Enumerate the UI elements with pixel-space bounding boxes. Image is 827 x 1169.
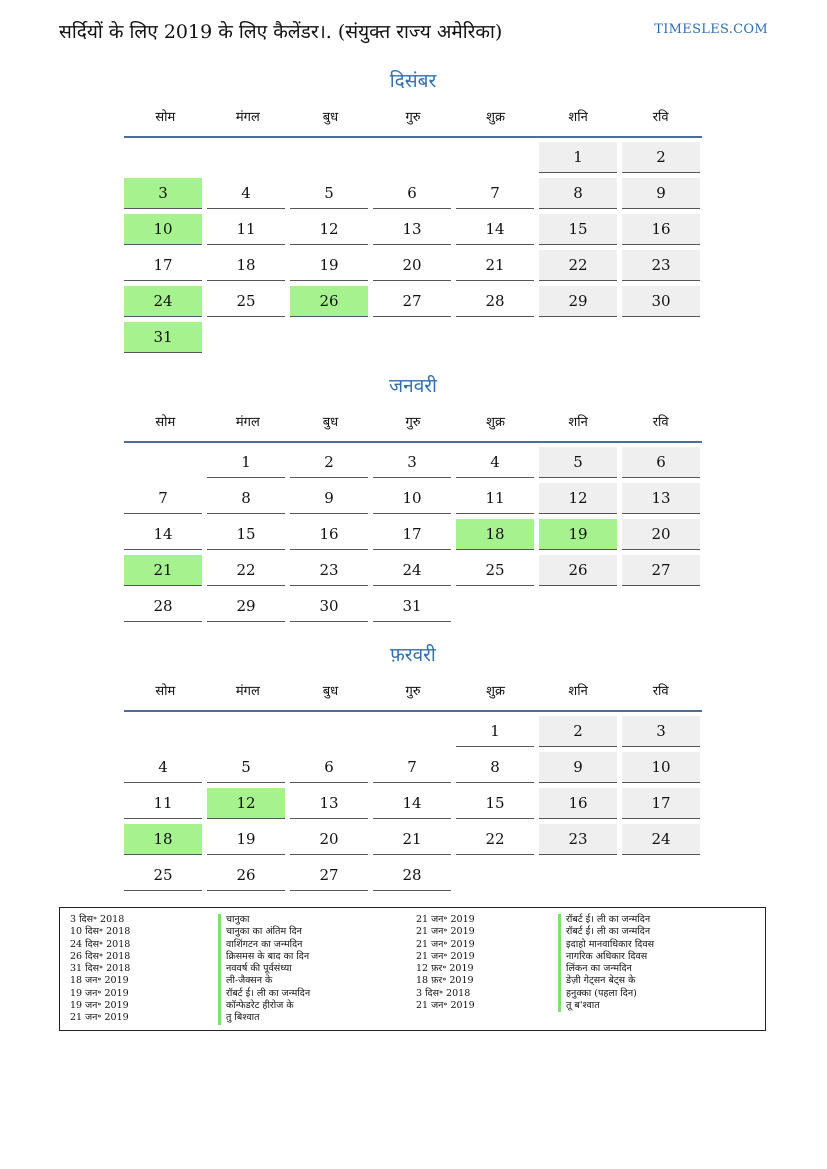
legend-holiday-name: रॉबर्ट ई। ली का जन्मदिन (218, 988, 310, 1000)
weekday-label: शनि (568, 415, 588, 430)
weekday-label: गुरु (405, 415, 421, 430)
weekday-header (124, 108, 702, 128)
day-cell: 11 (456, 483, 534, 514)
month-january (124, 373, 702, 622)
day-cell: 21 (373, 824, 451, 855)
day-cell: 17 (622, 788, 700, 819)
legend-holiday-name: रॉबर्ट ई। ली का जन्मदिन (558, 926, 654, 938)
legend-holiday-name: लिंकन का जन्मदिन (558, 963, 654, 975)
day-cell: 20 (622, 519, 700, 550)
empty-cell (124, 447, 202, 477)
day-cell: 27 (290, 860, 368, 891)
day-cell: 5 (207, 752, 285, 783)
day-cell: 7 (456, 178, 534, 209)
legend-date: 21 जन॰ 2019 (416, 926, 475, 938)
day-cell: 5 (539, 447, 617, 478)
month-name: दिसंबर (389, 70, 437, 92)
day-cell: 6 (622, 447, 700, 478)
legend-holiday-name: वाशिंगटन का जन्मदिन (218, 939, 310, 951)
day-cell: 24 (373, 555, 451, 586)
legend-names-right (558, 914, 654, 1012)
day-cell: 2 (622, 142, 700, 173)
month-name: जनवरी (389, 375, 437, 397)
legend-holiday-name: हनुक्का (पहला दिन) (558, 988, 654, 1000)
day-cell: 17 (373, 519, 451, 550)
day-cell: 31 (124, 322, 202, 353)
day-cell: 12 (539, 483, 617, 514)
day-cell: 23 (622, 250, 700, 281)
day-cell: 9 (290, 483, 368, 514)
legend-date: 10 दिस॰ 2018 (70, 926, 131, 938)
legend-holiday-name: कॉन्फेडरेट हीरोज के (218, 1000, 310, 1012)
day-cell: 20 (373, 250, 451, 281)
legend-date: 19 जन॰ 2019 (70, 987, 129, 999)
day-cell: 26 (207, 860, 285, 891)
day-cell: 2 (539, 716, 617, 747)
empty-cell (124, 716, 202, 746)
weekday-label: मंगल (235, 684, 260, 699)
day-cell: 25 (124, 860, 202, 891)
day-cell: 13 (373, 214, 451, 245)
empty-cell (290, 142, 368, 172)
day-cell: 9 (622, 178, 700, 209)
day-cell: 15 (456, 788, 534, 819)
day-cell: 30 (290, 591, 368, 622)
legend-holiday-name: नववर्ष की पूर्वसंध्या (218, 963, 310, 975)
day-cell: 29 (207, 591, 285, 622)
legend-holiday-name: रॉबर्ट ई। ली का जन्मदिन (558, 914, 654, 926)
day-cell: 3 (124, 178, 202, 209)
legend-date: 21 जन॰ 2019 (416, 1000, 475, 1012)
empty-cell (207, 142, 285, 172)
day-cell: 7 (124, 483, 202, 514)
day-cell: 1 (207, 447, 285, 478)
day-cell: 12 (290, 214, 368, 245)
legend-dates-left (70, 914, 130, 1025)
day-cell: 4 (207, 178, 285, 209)
legend-date: 24 दिस॰ 2018 (70, 938, 131, 950)
day-cell: 19 (539, 519, 617, 550)
day-cell: 10 (124, 214, 202, 245)
day-cell: 8 (456, 752, 534, 783)
legend-holiday-name: क्रिसमस के बाद का दिन (218, 951, 310, 963)
day-cell: 2 (290, 447, 368, 478)
weekday-label: बुध (322, 415, 339, 430)
legend-dates-right (416, 914, 475, 1012)
day-cell: 6 (290, 752, 368, 783)
weekday-label: सोम (155, 110, 176, 125)
weekday-label: बुध (322, 110, 339, 125)
day-cell: 21 (456, 250, 534, 281)
legend-holiday-name: डेज़ी गेट्सन बेट्स के (558, 975, 654, 987)
holiday-legend (59, 907, 766, 1031)
day-cell: 18 (456, 519, 534, 550)
weekday-header (124, 413, 702, 433)
day-cell: 14 (124, 519, 202, 550)
weekday-label: मंगल (235, 110, 260, 125)
legend-holiday-name: ली-जैक्सन के (218, 975, 310, 987)
day-cell: 16 (290, 519, 368, 550)
month-name: फ़रवरी (390, 644, 436, 666)
day-cell: 14 (456, 214, 534, 245)
day-cell: 13 (622, 483, 700, 514)
day-cell: 10 (622, 752, 700, 783)
day-cell: 4 (124, 752, 202, 783)
weekday-label: शनि (568, 110, 588, 125)
empty-cell (373, 716, 451, 746)
weekday-header (124, 682, 702, 702)
month-december (124, 68, 702, 353)
weekday-label: शुक्र (486, 110, 505, 125)
day-cell: 17 (124, 250, 202, 281)
day-cell: 28 (373, 860, 451, 891)
empty-cell (373, 142, 451, 172)
legend-holiday-name: तु बिश्वात (218, 1012, 310, 1024)
day-cell: 27 (622, 555, 700, 586)
weekday-label: शनि (568, 684, 588, 699)
day-cell: 20 (290, 824, 368, 855)
day-cell: 12 (207, 788, 285, 819)
legend-date: 21 जन॰ 2019 (70, 1012, 129, 1024)
legend-date: 18 जन॰ 2019 (70, 975, 129, 987)
day-cell: 15 (539, 214, 617, 245)
day-cell: 15 (207, 519, 285, 550)
day-cell: 28 (124, 591, 202, 622)
empty-cell (124, 142, 202, 172)
header-rule (124, 710, 702, 712)
day-cell: 16 (622, 214, 700, 245)
empty-cell (207, 716, 285, 746)
day-cell: 31 (373, 591, 451, 622)
legend-holiday-name: चानुका का अंतिम दिन (218, 926, 310, 938)
day-grid (124, 447, 702, 622)
day-cell: 1 (456, 716, 534, 747)
day-grid (124, 716, 702, 891)
brand-link[interactable]: TIMESLES.COM (654, 22, 768, 37)
weekday-label: गुरु (405, 110, 421, 125)
weekday-label: रवि (652, 110, 669, 125)
legend-date: 21 जन॰ 2019 (416, 938, 475, 950)
day-cell: 24 (124, 286, 202, 317)
weekday-label: शुक्र (486, 684, 505, 699)
day-cell: 8 (207, 483, 285, 514)
day-cell: 26 (539, 555, 617, 586)
legend-names-left (218, 914, 310, 1025)
day-cell: 4 (456, 447, 534, 478)
day-cell: 24 (622, 824, 700, 855)
day-cell: 18 (124, 824, 202, 855)
legend-holiday-name: नागरिक अधिकार दिवस (558, 951, 654, 963)
day-cell: 14 (373, 788, 451, 819)
day-cell: 11 (124, 788, 202, 819)
weekday-label: बुध (322, 684, 339, 699)
weekday-label: मंगल (235, 415, 260, 430)
month-february (124, 642, 702, 891)
day-cell: 22 (456, 824, 534, 855)
day-cell: 6 (373, 178, 451, 209)
day-grid (124, 142, 702, 353)
day-cell: 22 (539, 250, 617, 281)
day-cell: 5 (290, 178, 368, 209)
day-cell: 30 (622, 286, 700, 317)
legend-holiday-name: इदाहो मानवाधिकार दिवस (558, 939, 654, 951)
day-cell: 8 (539, 178, 617, 209)
legend-date: 18 फ़र॰ 2019 (416, 975, 474, 987)
weekday-label: शुक्र (486, 415, 505, 430)
empty-cell (456, 142, 534, 172)
header-rule (124, 441, 702, 443)
day-cell: 28 (456, 286, 534, 317)
day-cell: 3 (622, 716, 700, 747)
day-cell: 9 (539, 752, 617, 783)
weekday-label: सोम (155, 684, 176, 699)
day-cell: 19 (207, 824, 285, 855)
legend-holiday-name: तू ब'श्वात (558, 1000, 654, 1012)
legend-date: 3 दिस॰ 2018 (416, 987, 471, 999)
day-cell: 29 (539, 286, 617, 317)
day-cell: 18 (207, 250, 285, 281)
day-cell: 11 (207, 214, 285, 245)
weekday-label: रवि (652, 684, 669, 699)
day-cell: 23 (539, 824, 617, 855)
legend-date: 31 दिस॰ 2018 (70, 963, 131, 975)
legend-date: 19 जन॰ 2019 (70, 1000, 129, 1012)
header-rule (124, 136, 702, 138)
weekday-label: रवि (652, 415, 669, 430)
day-cell: 13 (290, 788, 368, 819)
day-cell: 22 (207, 555, 285, 586)
day-cell: 27 (373, 286, 451, 317)
legend-date: 3 दिस॰ 2018 (70, 914, 125, 925)
day-cell: 10 (373, 483, 451, 514)
legend-date: 12 फ़र॰ 2019 (416, 963, 474, 975)
legend-date: 21 जन॰ 2019 (416, 914, 475, 925)
day-cell: 1 (539, 142, 617, 173)
empty-cell (290, 716, 368, 746)
legend-date: 21 जन॰ 2019 (416, 950, 475, 962)
day-cell: 25 (456, 555, 534, 586)
day-cell: 16 (539, 788, 617, 819)
page-title: सर्दियों के लिए 2019 के लिए कैलेंडर।. (संयुक्त राज्य अमेरिका) (59, 21, 503, 43)
day-cell: 3 (373, 447, 451, 478)
day-cell: 19 (290, 250, 368, 281)
day-cell: 23 (290, 555, 368, 586)
legend-date: 26 दिस॰ 2018 (70, 950, 131, 962)
day-cell: 7 (373, 752, 451, 783)
day-cell: 25 (207, 286, 285, 317)
weekday-label: गुरु (405, 684, 421, 699)
legend-holiday-name: चानुका (218, 914, 310, 926)
day-cell: 26 (290, 286, 368, 317)
weekday-label: सोम (155, 415, 176, 430)
day-cell: 21 (124, 555, 202, 586)
